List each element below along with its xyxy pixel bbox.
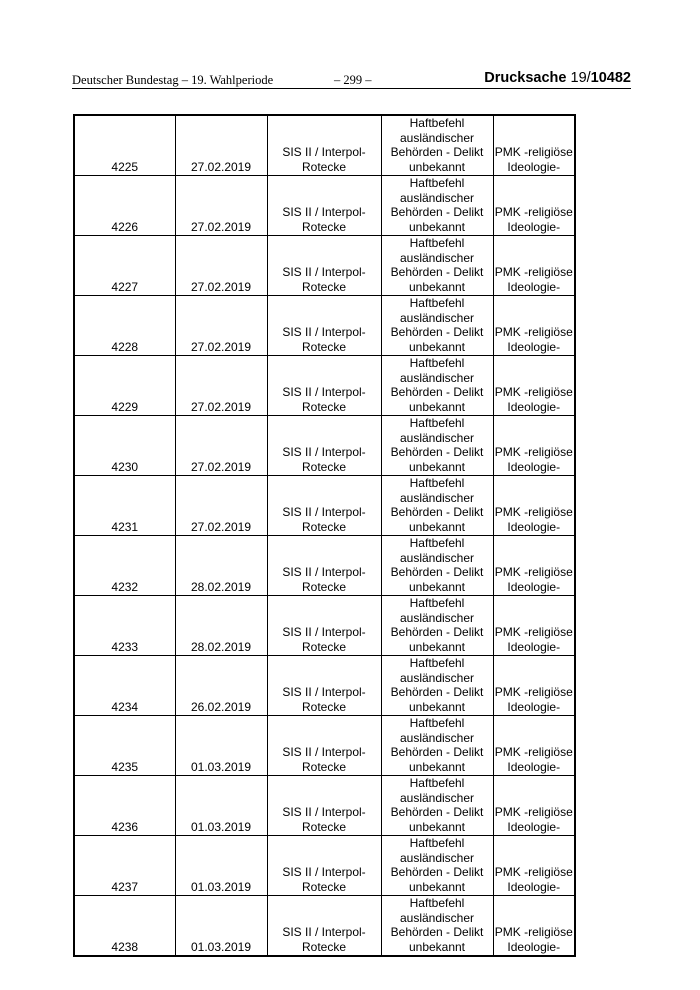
parliament-title: Deutscher Bundestag – 19. Wahlperiode <box>72 73 274 87</box>
cell-date <box>175 896 267 957</box>
cell-category <box>493 476 575 536</box>
cell-number <box>74 536 175 596</box>
category-line: Ideologie- <box>507 159 561 174</box>
record-number: 4228 <box>111 339 139 354</box>
type-line: Haftbefehl <box>409 296 465 310</box>
source-line: Rotecke <box>301 519 347 534</box>
cell-source <box>267 656 381 716</box>
record-number: 4237 <box>111 879 139 894</box>
type-line: Behörden - Delikt <box>390 625 484 639</box>
type-line: Haftbefehl <box>409 536 465 550</box>
type-line: Behörden - Delikt <box>390 805 484 819</box>
record-number: 4238 <box>111 939 139 954</box>
type-line: ausländischer <box>399 610 475 625</box>
cell-date <box>175 836 267 896</box>
cell-category <box>493 596 575 656</box>
type-line: unbekannt <box>408 879 466 894</box>
record-number: 4230 <box>111 459 139 474</box>
category-line: Ideologie- <box>507 579 561 594</box>
record-number: 4226 <box>111 219 139 234</box>
source-line: Rotecke <box>301 939 347 954</box>
cell-type <box>381 236 493 296</box>
cell-category <box>493 896 575 957</box>
category-line: Ideologie- <box>507 219 561 234</box>
cell-number <box>74 236 175 296</box>
cell-type <box>381 296 493 356</box>
type-line: ausländischer <box>399 430 475 445</box>
type-line: Haftbefehl <box>409 656 465 670</box>
cell-date <box>175 536 267 596</box>
type-line: unbekannt <box>408 399 466 414</box>
cell-date <box>175 776 267 836</box>
category-line: PMK -religiöse <box>494 205 573 219</box>
type-line: Behörden - Delikt <box>390 445 484 459</box>
cell-source <box>267 536 381 596</box>
category-line: PMK -religiöse <box>494 145 573 159</box>
record-number: 4229 <box>111 399 139 414</box>
source-line: SIS II / Interpol- <box>282 505 366 519</box>
cell-type <box>381 536 493 596</box>
category-line: Ideologie- <box>507 459 561 474</box>
record-date: 01.03.2019 <box>190 819 252 834</box>
category-line: PMK -religiöse <box>494 265 573 279</box>
type-line: Haftbefehl <box>409 416 465 430</box>
category-line: Ideologie- <box>507 339 561 354</box>
record-date: 27.02.2019 <box>190 339 252 354</box>
record-number: 4232 <box>111 579 139 594</box>
cell-source <box>267 716 381 776</box>
type-line: Haftbefehl <box>409 476 465 490</box>
cell-type <box>381 356 493 416</box>
cell-source <box>267 296 381 356</box>
type-line: Haftbefehl <box>409 716 465 730</box>
record-number: 4234 <box>111 699 139 714</box>
cell-number <box>74 115 175 176</box>
cell-number <box>74 776 175 836</box>
cell-date <box>175 115 267 176</box>
record-date: 01.03.2019 <box>190 759 252 774</box>
category-line: PMK -religiöse <box>494 805 573 819</box>
document-period: 19/ <box>570 70 591 86</box>
document-number <box>484 70 631 86</box>
cell-source <box>267 476 381 536</box>
table-row <box>74 896 575 957</box>
type-line: unbekannt <box>408 759 466 774</box>
cell-category <box>493 776 575 836</box>
category-line: PMK -religiöse <box>494 445 573 459</box>
category-line: PMK -religiöse <box>494 385 573 399</box>
cell-category <box>493 716 575 776</box>
cell-category <box>493 356 575 416</box>
cell-number <box>74 176 175 236</box>
cell-number <box>74 716 175 776</box>
document-id: 10482 <box>590 70 631 86</box>
cell-category <box>493 836 575 896</box>
type-line: ausländischer <box>399 850 475 865</box>
type-line: Behörden - Delikt <box>390 565 484 579</box>
type-line: Haftbefehl <box>409 176 465 190</box>
record-number: 4236 <box>111 819 139 834</box>
category-line: Ideologie- <box>507 699 561 714</box>
source-line: SIS II / Interpol- <box>282 805 366 819</box>
cell-date <box>175 716 267 776</box>
table-row <box>74 356 575 416</box>
type-line: Behörden - Delikt <box>390 865 484 879</box>
category-line: Ideologie- <box>507 519 561 534</box>
type-line: Behörden - Delikt <box>390 265 484 279</box>
cell-date <box>175 656 267 716</box>
cell-category <box>493 536 575 596</box>
record-date: 27.02.2019 <box>190 159 252 174</box>
source-line: SIS II / Interpol- <box>282 685 366 699</box>
cell-type <box>381 656 493 716</box>
category-line: PMK -religiöse <box>494 865 573 879</box>
source-line: SIS II / Interpol- <box>282 385 366 399</box>
cell-source <box>267 836 381 896</box>
type-line: Behörden - Delikt <box>390 925 484 939</box>
type-line: ausländischer <box>399 190 475 205</box>
type-line: unbekannt <box>408 579 466 594</box>
type-line: unbekannt <box>408 699 466 714</box>
cell-type <box>381 416 493 476</box>
cell-date <box>175 236 267 296</box>
record-number: 4227 <box>111 279 139 294</box>
source-line: Rotecke <box>301 639 347 654</box>
category-line: Ideologie- <box>507 879 561 894</box>
record-number: 4233 <box>111 639 139 654</box>
cell-category <box>493 176 575 236</box>
category-line: PMK -religiöse <box>494 745 573 759</box>
type-line: ausländischer <box>399 910 475 925</box>
source-line: Rotecke <box>301 159 347 174</box>
source-line: SIS II / Interpol- <box>282 745 366 759</box>
cell-number <box>74 896 175 957</box>
cell-type <box>381 476 493 536</box>
cell-source <box>267 176 381 236</box>
table-row <box>74 176 575 236</box>
table-row <box>74 536 575 596</box>
type-line: Behörden - Delikt <box>390 505 484 519</box>
cell-number <box>74 836 175 896</box>
type-line: Behörden - Delikt <box>390 205 484 219</box>
record-number: 4235 <box>111 759 139 774</box>
type-line: ausländischer <box>399 490 475 505</box>
cell-type <box>381 836 493 896</box>
type-line: Behörden - Delikt <box>390 325 484 339</box>
cell-date <box>175 176 267 236</box>
source-line: Rotecke <box>301 579 347 594</box>
type-line: unbekannt <box>408 519 466 534</box>
record-date: 26.02.2019 <box>190 699 252 714</box>
cell-category <box>493 115 575 176</box>
source-line: Rotecke <box>301 699 347 714</box>
source-line: SIS II / Interpol- <box>282 865 366 879</box>
record-date: 27.02.2019 <box>190 399 252 414</box>
record-date: 01.03.2019 <box>190 939 252 954</box>
table-row <box>74 656 575 716</box>
category-line: Ideologie- <box>507 759 561 774</box>
source-line: SIS II / Interpol- <box>282 145 366 159</box>
cell-type <box>381 896 493 957</box>
type-line: ausländischer <box>399 790 475 805</box>
record-date: 28.02.2019 <box>190 579 252 594</box>
type-line: Haftbefehl <box>409 236 465 250</box>
category-line: PMK -religiöse <box>494 625 573 639</box>
table-row <box>74 716 575 776</box>
cell-type <box>381 716 493 776</box>
type-line: Haftbefehl <box>409 596 465 610</box>
cell-number <box>74 476 175 536</box>
type-line: ausländischer <box>399 550 475 565</box>
cell-date <box>175 596 267 656</box>
category-line: Ideologie- <box>507 639 561 654</box>
cell-type <box>381 596 493 656</box>
type-line: unbekannt <box>408 279 466 294</box>
category-line: Ideologie- <box>507 399 561 414</box>
source-line: Rotecke <box>301 819 347 834</box>
cell-date <box>175 356 267 416</box>
type-line: Haftbefehl <box>409 836 465 850</box>
type-line: Behörden - Delikt <box>390 745 484 759</box>
type-line: Behörden - Delikt <box>390 145 484 159</box>
cell-source <box>267 236 381 296</box>
cell-number <box>74 296 175 356</box>
source-line: SIS II / Interpol- <box>282 325 366 339</box>
category-line: PMK -religiöse <box>494 925 573 939</box>
type-line: Haftbefehl <box>409 776 465 790</box>
page-number: – 299 – <box>334 73 372 87</box>
source-line: Rotecke <box>301 399 347 414</box>
type-line: Haftbefehl <box>409 116 465 130</box>
type-line: ausländischer <box>399 730 475 745</box>
header-rule <box>72 88 631 89</box>
table-row <box>74 596 575 656</box>
source-line: Rotecke <box>301 879 347 894</box>
cell-type <box>381 776 493 836</box>
record-date: 28.02.2019 <box>190 639 252 654</box>
document-label: Drucksache <box>484 70 567 86</box>
record-date: 27.02.2019 <box>190 279 252 294</box>
records-table <box>73 114 576 957</box>
table-row <box>74 476 575 536</box>
category-line: PMK -religiöse <box>494 505 573 519</box>
type-line: unbekannt <box>408 339 466 354</box>
cell-number <box>74 596 175 656</box>
type-line: unbekannt <box>408 819 466 834</box>
type-line: ausländischer <box>399 370 475 385</box>
cell-source <box>267 596 381 656</box>
source-line: SIS II / Interpol- <box>282 625 366 639</box>
source-line: SIS II / Interpol- <box>282 205 366 219</box>
record-date: 01.03.2019 <box>190 879 252 894</box>
source-line: Rotecke <box>301 339 347 354</box>
category-line: Ideologie- <box>507 819 561 834</box>
type-line: Haftbefehl <box>409 356 465 370</box>
table-row <box>74 776 575 836</box>
table-row <box>74 416 575 476</box>
type-line: ausländischer <box>399 250 475 265</box>
cell-number <box>74 656 175 716</box>
cell-date <box>175 296 267 356</box>
cell-source <box>267 896 381 957</box>
category-line: Ideologie- <box>507 939 561 954</box>
cell-source <box>267 776 381 836</box>
source-line: SIS II / Interpol- <box>282 265 366 279</box>
type-line: unbekannt <box>408 159 466 174</box>
record-number: 4225 <box>111 159 139 174</box>
source-line: Rotecke <box>301 219 347 234</box>
category-line: PMK -religiöse <box>494 685 573 699</box>
type-line: ausländischer <box>399 130 475 145</box>
record-number: 4231 <box>111 519 139 534</box>
table-row <box>74 836 575 896</box>
cell-category <box>493 416 575 476</box>
type-line: unbekannt <box>408 639 466 654</box>
category-line: Ideologie- <box>507 279 561 294</box>
table-body <box>74 115 575 956</box>
type-line: Behörden - Delikt <box>390 685 484 699</box>
cell-source <box>267 356 381 416</box>
table-row <box>74 296 575 356</box>
source-line: SIS II / Interpol- <box>282 445 366 459</box>
type-line: Behörden - Delikt <box>390 385 484 399</box>
source-line: Rotecke <box>301 459 347 474</box>
cell-type <box>381 115 493 176</box>
table-row <box>74 236 575 296</box>
cell-date <box>175 416 267 476</box>
cell-source <box>267 115 381 176</box>
source-line: Rotecke <box>301 279 347 294</box>
cell-category <box>493 656 575 716</box>
source-line: Rotecke <box>301 759 347 774</box>
record-date: 27.02.2019 <box>190 459 252 474</box>
record-date: 27.02.2019 <box>190 219 252 234</box>
category-line: PMK -religiöse <box>494 325 573 339</box>
cell-number <box>74 416 175 476</box>
table-row <box>74 115 575 176</box>
category-line: PMK -religiöse <box>494 565 573 579</box>
record-date: 27.02.2019 <box>190 519 252 534</box>
cell-category <box>493 236 575 296</box>
cell-date <box>175 476 267 536</box>
source-line: SIS II / Interpol- <box>282 925 366 939</box>
type-line: unbekannt <box>408 219 466 234</box>
type-line: unbekannt <box>408 459 466 474</box>
type-line: unbekannt <box>408 939 466 954</box>
source-line: SIS II / Interpol- <box>282 565 366 579</box>
type-line: Haftbefehl <box>409 896 465 910</box>
type-line: ausländischer <box>399 310 475 325</box>
cell-source <box>267 416 381 476</box>
cell-type <box>381 176 493 236</box>
cell-category <box>493 296 575 356</box>
type-line: ausländischer <box>399 670 475 685</box>
cell-number <box>74 356 175 416</box>
